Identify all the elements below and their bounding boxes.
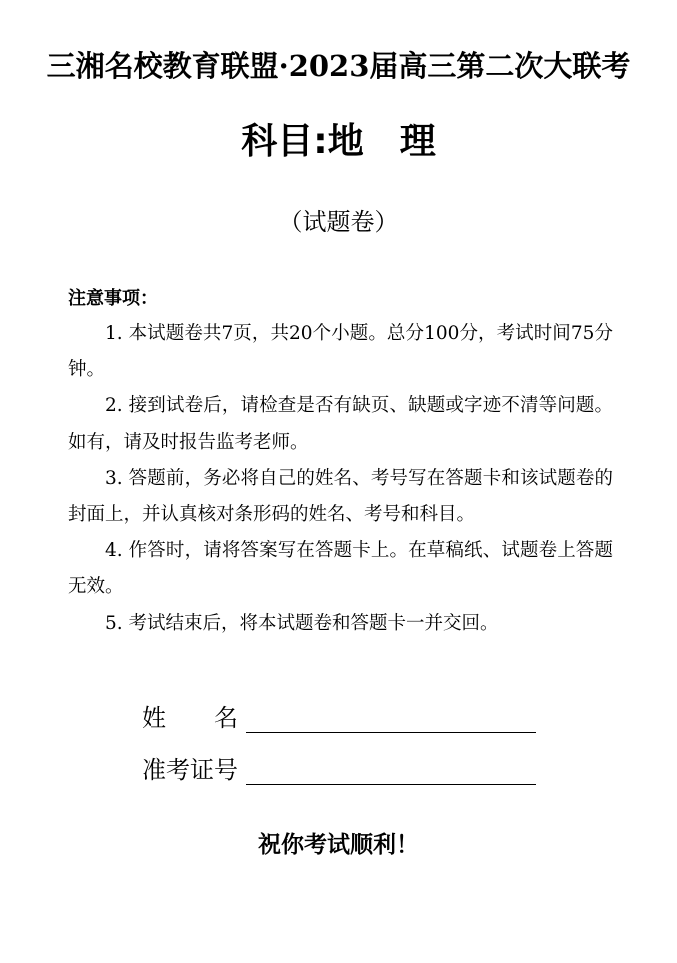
- notice-heading: 注意事项：: [68, 288, 158, 309]
- good-luck-text: 祝你考试顺利！: [258, 832, 419, 858]
- paper-type-label: （试题卷）: [278, 208, 399, 236]
- subject-title: 科目:地 理: [241, 121, 436, 162]
- name-row: [142, 700, 536, 736]
- name-label: 姓 名: [142, 704, 238, 732]
- notice-item: 5. 考试结束后，将本试题卷和答题卡一并交回。: [105, 612, 499, 634]
- exam-id-blank-line: [246, 784, 536, 785]
- exam-id-label: 准考证号: [142, 756, 238, 784]
- exam-title: 三湘名校教育联盟·2023届高三第二次大联考: [46, 49, 631, 83]
- notice-item: 1. 本试题卷共7页，共20个小题。总分100分，考试时间75分钟。: [68, 323, 613, 381]
- name-blank-line: [246, 732, 536, 733]
- exam-id-row: [142, 752, 536, 788]
- notice-item: 3. 答题前，务必将自己的姓名、考号写在答题卡和该试题卷的封面上，并认真核对条形码的姓名、考号和科目。: [68, 467, 613, 526]
- notice-list: [68, 316, 613, 642]
- notice-item: 2. 接到试卷后，请检查是否有缺页、缺题或字迹不清等问题。如有，请及时报告监考老师。: [68, 395, 613, 453]
- notice-item: 4. 作答时，请将答案写在答题卡上。在草稿纸、试题卷上答题无效。: [68, 540, 613, 598]
